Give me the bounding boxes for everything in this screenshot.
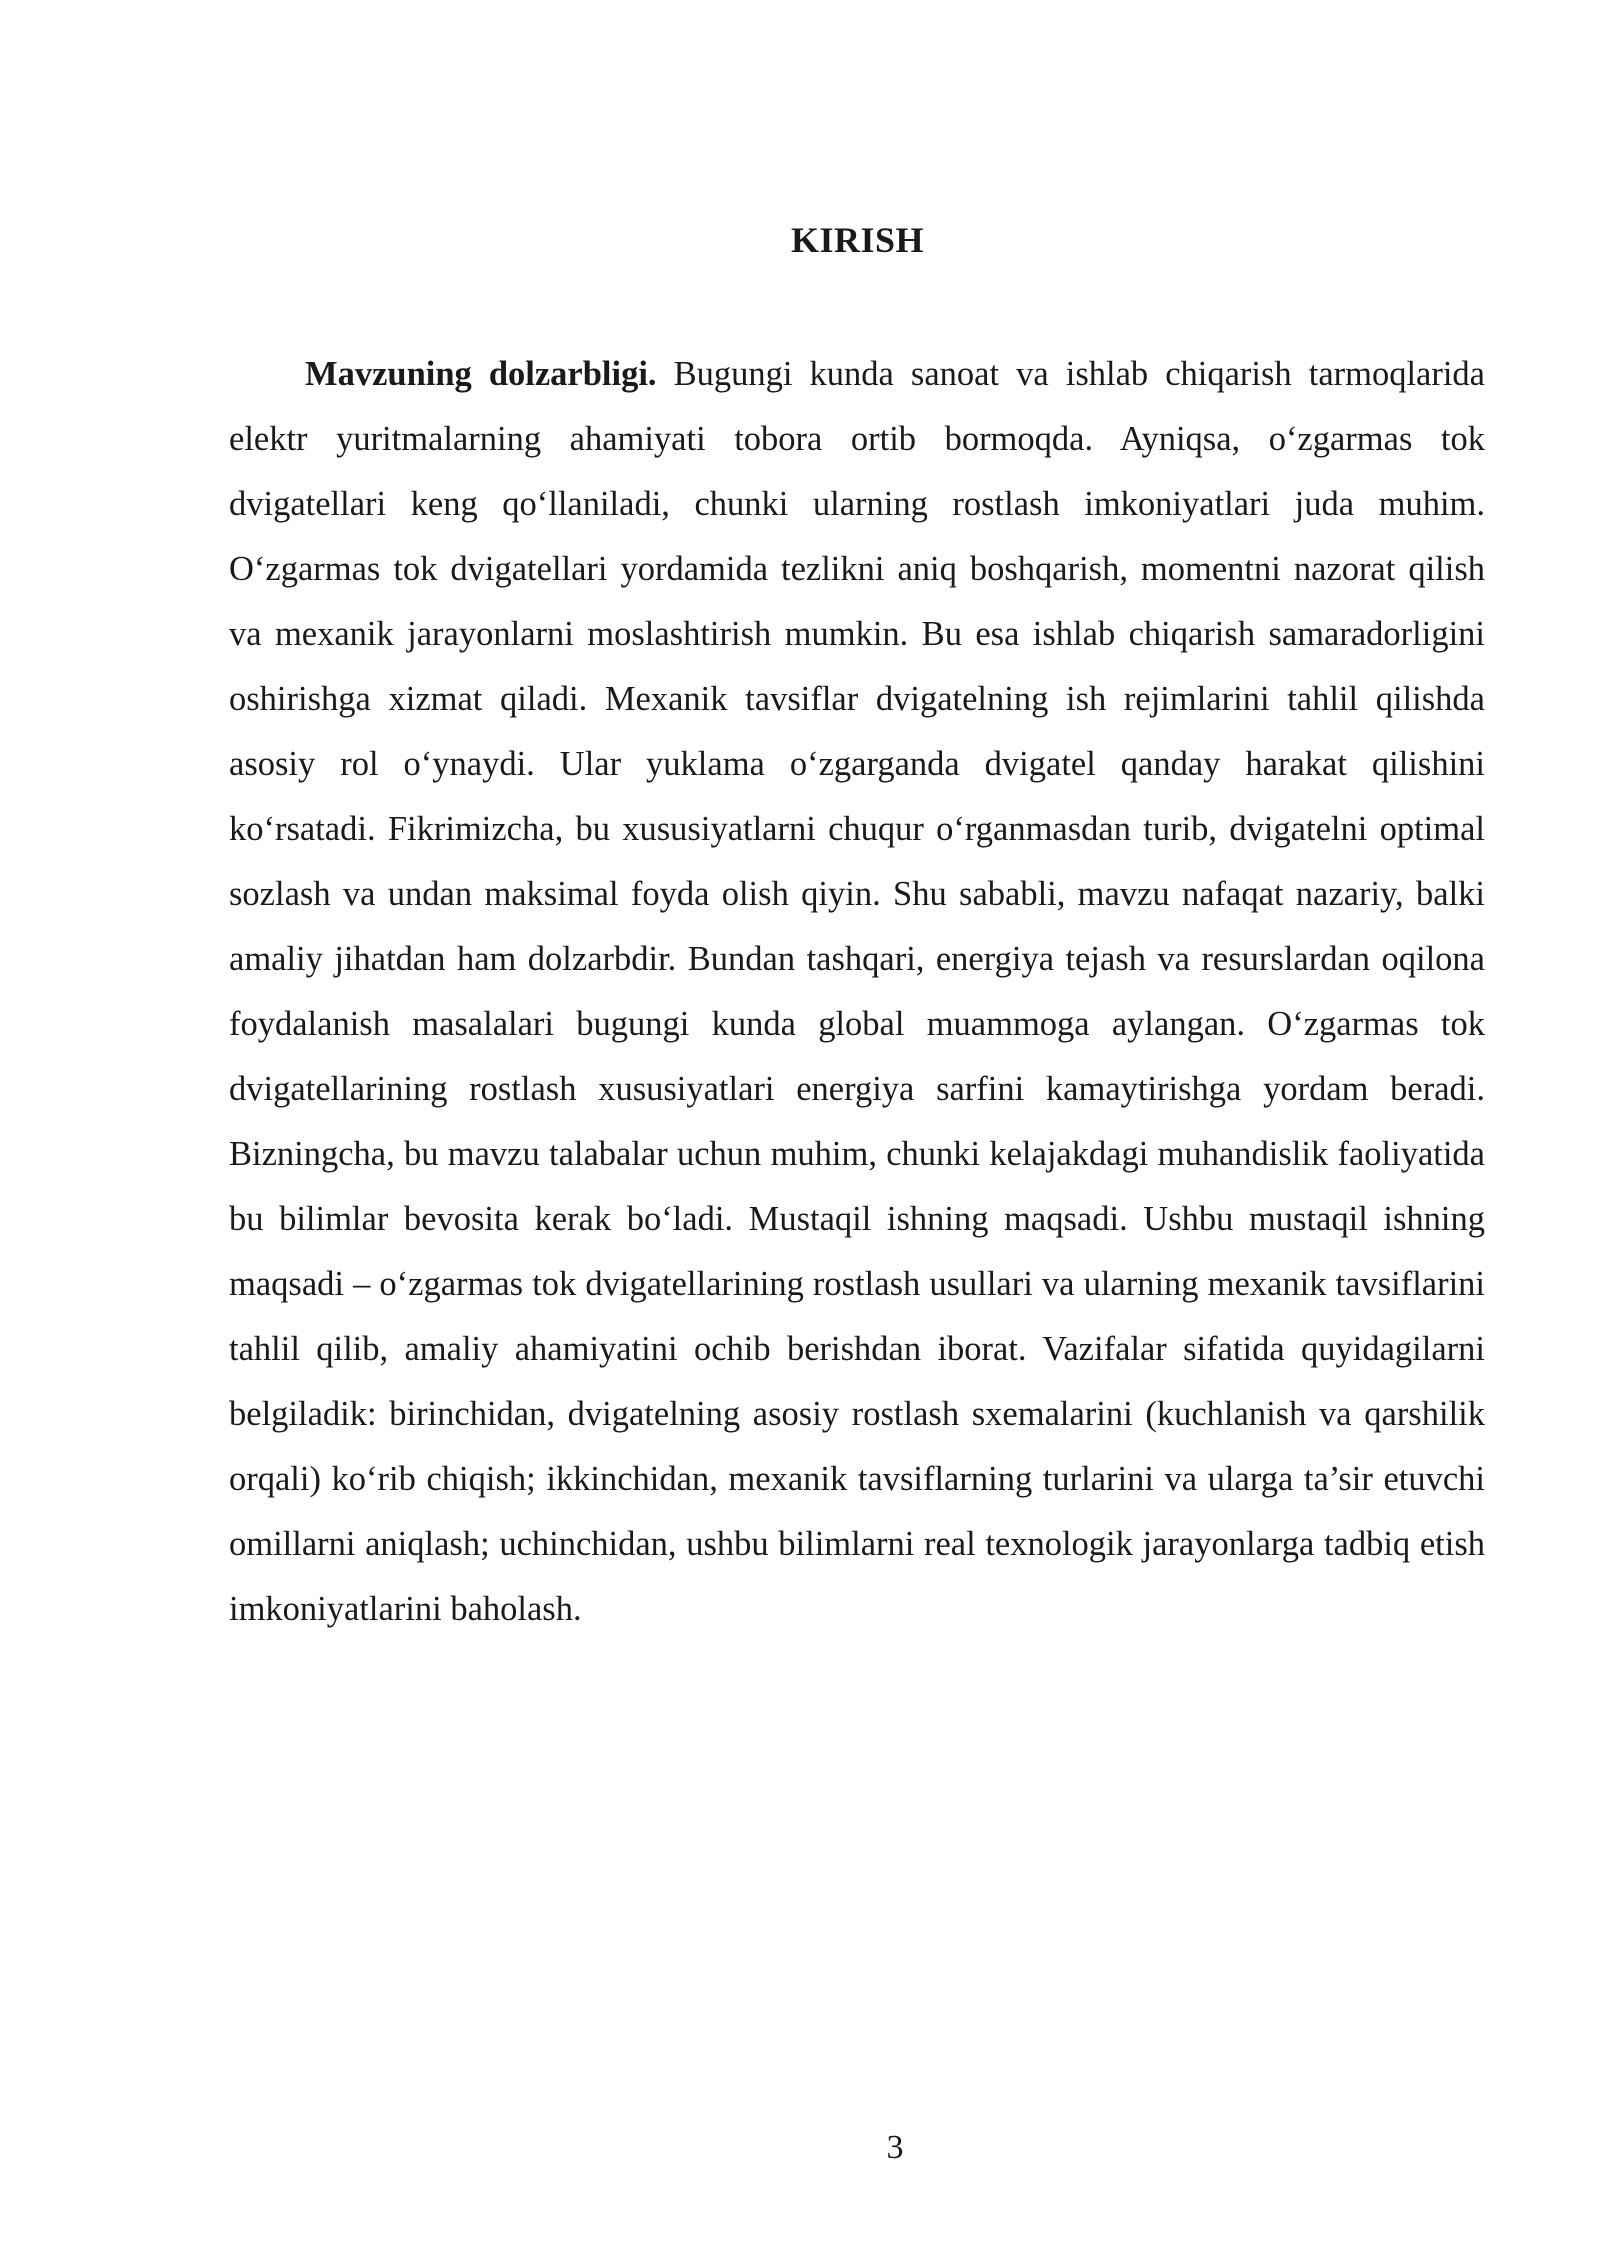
body-paragraph bbox=[229, 342, 1485, 1642]
paragraph-text: Bugungi kunda sanoat va ishlab chiqarish tarmoqlarida elektr yuritmalarning ahamiyati tobora ortib bormoqda. Ayniqsa, o‘zgarmas tok dvigatellari keng qo‘llaniladi, chunki ularning rostlash imkoniyatlari juda muhim. O‘zgarmas tok dvigatellari yordamida tezlikni aniq boshqarish, momentni nazorat qilish va mexanik jarayonlarni moslashtirish mumkin. Bu esa ishlab chiqarish samaradorligini oshirishga xizmat qiladi. Mexanik tavsiflar dvigatelning ish rejimlarini tahlil qilishda asosiy rol o‘ynaydi. Ular yuklama o‘zgarganda dvigatel qanday harakat qilishini ko‘rsatadi. Fikrimizcha, bu xususiyatlarni chuqur o‘rganmasdan turib, dvigatelni optimal sozlash va undan maksimal foyda olish qiyin. Shu sababli, mavzu nafaqat nazariy, balki amaliy jihatdan ham dolzarbdir. Bundan tashqari, energiya tejash va resurslardan oqilona foydalanish masalalari bugungi kunda global muammoga aylangan. O‘zgarmas tok dvigatellarining rostlash xususiyatlari energiya sarfini kamaytirishga yordam beradi. Bizningcha, bu mavzu talabalar uchun muhim, chunki kelajakdagi muhandislik faoliyatida bu bilimlar bevosita kerak bo‘ladi. Mustaqil ishning maqsadi. Ushbu mustaqil ishning maqsadi – o‘zgarmas tok dvigatellarining rostlash usullari va ularning mexanik tavsiflarini tahlil qilib, amaliy ahamiyatini ochib berishdan iborat. Vazifalar sifatida quyidagilarni belgiladik: birinchidan, dvigatelning asosiy rostlash sxemalarini (kuchlanish va qarshilik orqali) ko‘rib chiqish; ikkinchidan, mexanik tavsiflarning turlarini va ularga ta’sir etuvchi omillarni aniqlash; uchinchidan, ushbu bilimlarni real texnologik jarayonlarga tadbiq etish imkoniyatlarini baholash. bbox=[229, 355, 1485, 1628]
section-heading: KIRISH bbox=[790, 220, 925, 260]
page-number: 3 bbox=[886, 2129, 904, 2166]
paragraph-lead: Mavzuning dolzarbligi. bbox=[305, 355, 657, 393]
